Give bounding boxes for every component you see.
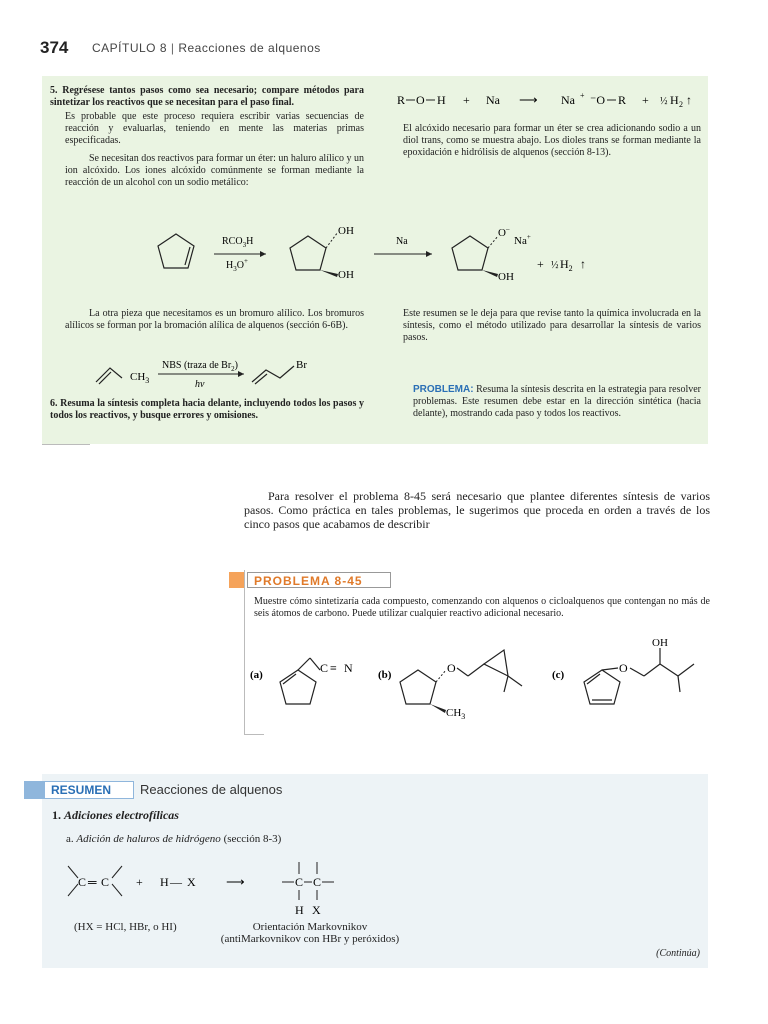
running-header	[92, 41, 321, 55]
reagent-hv: hv	[195, 379, 205, 390]
eq-bond: —	[170, 875, 182, 889]
structure-a-ring	[280, 670, 316, 704]
eq-up-arrow: ↑	[686, 93, 692, 107]
step-6-heading: Resuma la síntesis completa hacia delante, incluyendo todos los pasos y todos los reactivos, y busque errores y omisiones.	[50, 398, 365, 421]
reagent-h3o: $H_3O^+$	[226, 257, 248, 273]
diol-ring	[290, 236, 326, 270]
eq-plus: +	[463, 93, 470, 107]
oh-product: OH	[498, 271, 514, 283]
eq-na: Na	[486, 93, 500, 107]
eq-h2-sub: 2	[679, 100, 683, 109]
problem-orange-marker	[229, 572, 244, 588]
c-oh: OH	[652, 637, 668, 649]
o-minus: O–	[498, 225, 510, 239]
step-5-text: Es probable que este proceso requiera escribir varias secuencias de reacción y evaluarlas, teniendo en mente las materias primas especificadas.	[65, 111, 364, 146]
chapter-label: CAPÍTULO 8	[92, 41, 168, 55]
reagent-na: Na	[396, 236, 408, 247]
strategy-box-rule	[42, 444, 90, 445]
b-oxygen: O	[447, 661, 456, 675]
product-c2: C	[313, 875, 322, 889]
sub-a-title: Adición de haluros de hidrógeno	[76, 833, 221, 845]
hx-note: (HX = HCl, HBr, o HI)	[74, 921, 177, 933]
step-5-text-2: Se necesitan dos reactivos para formar un éter: un haluro alílico y un ion alcóxido. Los iones alcóxido comúnmente se forman mediante la reacción de un alcohol con un sodio metálico:	[65, 153, 364, 188]
structure-b-ring	[400, 670, 436, 704]
eq-h2: H	[670, 93, 679, 107]
problem-left-rule	[244, 570, 245, 734]
problem-text: Muestre cómo sintetizaría cada compuesto, comenzando con alquenos o cicloalquenos que contengan no más de seis átomos de carbono. Puede utilizar cualquier reactivo adicional necesario.	[254, 596, 710, 619]
oh-top: OH	[338, 225, 354, 237]
intro-paragraph: Para resolver el problema 8-45 será necesario que plantee diferentes síntesis de varios pasos. Como práctica en tales problemas, le sugerimos que proceda en orden a través de los cinco pasos que acabamos de describir	[244, 489, 710, 531]
h2-up-arrow: ↑	[580, 257, 586, 271]
problem-structures	[246, 630, 710, 726]
a-triple-bond: ≡	[330, 661, 337, 675]
reagent-rco3h: $RCO_3H$	[222, 236, 254, 249]
problema-text: Resuma la síntesis descrita en la estrategia para resolver problemas. Este resumen debe estar en la dirección sintética (hacia delante), mostrando cada paso y todos los reactivos.	[413, 384, 702, 419]
right-text-1: El alcóxido necesario para formar un éter se crea adicionando sodio a un diol trans, como se muestra abajo. Los dioles trans se forman mediante la epoxidación e hidrólisis de alquenos (sección 8-13).	[403, 123, 701, 158]
cyclopropane-ring	[484, 650, 508, 676]
problem-bottom-rule	[244, 734, 264, 735]
b-ch3: $CH_3$	[446, 707, 466, 721]
half-h2: ½	[551, 260, 559, 271]
problema-note	[413, 384, 701, 420]
c-oxygen: O	[619, 661, 628, 675]
step-6	[50, 398, 364, 422]
alkene-c1: C	[78, 875, 87, 889]
right-text-2: Este resumen se le deja para que revise tanto la química involucrada en la síntesis, como el método utilizado para desarrollar la síntesis de varios pasos.	[403, 308, 701, 343]
alkene-c2: C	[101, 875, 110, 889]
eq-h-atom: H	[160, 875, 169, 889]
a-carbon: C	[320, 661, 329, 675]
alkene-double-bond: ═	[88, 875, 97, 889]
diol-scheme	[148, 222, 598, 288]
plus-h2: +	[537, 257, 544, 271]
continua-label: (Continúa)	[656, 948, 700, 959]
product-x: X	[312, 903, 321, 917]
chapter-title: Reacciones de alquenos	[178, 41, 321, 55]
h2-label: $H_2$	[560, 257, 573, 273]
page-number: 374	[40, 38, 69, 57]
step-5-heading: Regrésese tantos pasos como sea necesario; compare métodos para sintetizar los reactivos que se necesitan para el paso final.	[50, 85, 364, 108]
eq-reaction-arrow: ⟶	[226, 874, 245, 889]
item-1-number: 1.	[52, 808, 61, 822]
hx-addition-equation	[60, 858, 360, 920]
eq-r2: R	[618, 93, 627, 107]
alkoxide-equation	[395, 88, 705, 112]
product-h: H	[295, 903, 304, 917]
label-b: (b)	[378, 669, 392, 681]
eq-plus-hx: +	[136, 875, 143, 889]
resumen-tag: RESUMEN	[44, 781, 134, 799]
label-a: (a)	[250, 669, 263, 681]
eq-plus-sup: +	[580, 91, 585, 100]
na-plus: Na+	[514, 233, 531, 247]
reagent-nbs: NBS (traza de $Br_2$)	[162, 360, 238, 373]
sub-a-letter: a.	[66, 833, 74, 845]
nbs-scheme	[94, 356, 334, 392]
resumen-sub-a	[66, 833, 281, 845]
problem-title: PROBLEMA 8-45	[247, 572, 391, 588]
markovnikov-note	[200, 921, 420, 945]
markovnikov-line-1: Orientación Markovnikov	[252, 921, 368, 933]
a-nitrogen: N	[344, 661, 353, 675]
ch3-label: $CH_3$	[130, 371, 150, 385]
propene-skeleton	[96, 368, 122, 382]
left-text-2: La otra pieza que necesitamos es un bromuro alílico. Los bromuros alílicos se forman por la bromación alílica de alquenos (sección 6-6B).	[65, 308, 364, 331]
resumen-title: Reacciones de alquenos	[140, 782, 283, 797]
eq-plus-2: +	[642, 93, 649, 107]
eq-r: R	[397, 93, 406, 107]
oh-bottom: OH	[338, 269, 354, 281]
eq-h: H	[437, 93, 446, 107]
label-c: (c)	[552, 669, 565, 681]
step-5-number: 5.	[50, 85, 58, 96]
br-label: Br	[296, 359, 307, 371]
sub-a-section: (sección 8-3)	[223, 833, 282, 845]
eq-arrow: ⟶	[519, 92, 538, 107]
structure-c-ring	[584, 670, 620, 704]
problema-label: PROBLEMA:	[413, 384, 474, 395]
eq-o: O	[416, 93, 425, 107]
eq-minus-o: ⁻O	[590, 93, 605, 107]
product-c1: C	[295, 875, 304, 889]
item-1-title: Adiciones electrofílicas	[64, 808, 179, 822]
eq-x-atom: X	[187, 875, 196, 889]
markovnikov-line-2: (antiMarkovnikov con HBr y peróxidos)	[220, 933, 400, 945]
step-6-number: 6.	[50, 398, 58, 409]
allyl-bromide-skeleton	[252, 366, 294, 382]
alkoxide-ring	[452, 236, 488, 270]
resumen-blue-marker	[24, 781, 44, 799]
resumen-item-1	[52, 808, 179, 823]
header-separator: |	[170, 41, 175, 55]
eq-half: ½	[660, 96, 668, 107]
step-5	[50, 85, 364, 109]
eq-na-plus: Na	[561, 93, 575, 107]
